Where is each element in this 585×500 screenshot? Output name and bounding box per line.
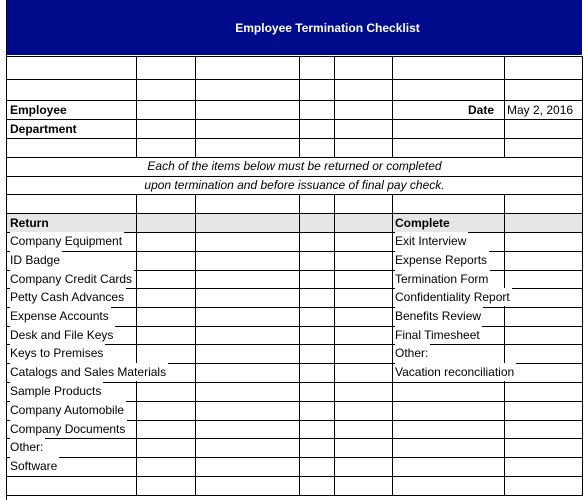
complete-item: Expense Reports bbox=[395, 253, 488, 267]
title-banner bbox=[7, 0, 582, 55]
grid-row-line bbox=[7, 138, 583, 139]
grid-column-line bbox=[136, 56, 137, 157]
complete-item: Termination Form bbox=[395, 272, 489, 286]
page-title: Employee Termination Checklist bbox=[235, 20, 420, 35]
instruction-line-2: upon termination and before issuance of final pay check. bbox=[144, 178, 445, 192]
grid-row-line bbox=[7, 495, 583, 496]
return-item: Company Equipment bbox=[10, 234, 123, 248]
complete-item: Exit Interview bbox=[395, 234, 467, 248]
sheet-left-border bbox=[6, 0, 7, 500]
complete-item: Final Timesheet bbox=[395, 328, 480, 342]
employee-label: Employee bbox=[10, 103, 67, 117]
complete-item: Confidentiality Report bbox=[395, 290, 510, 304]
date-value[interactable]: May 2, 2016 bbox=[507, 103, 574, 117]
return-item: ID Badge bbox=[10, 253, 61, 267]
grid-column-line bbox=[299, 56, 300, 157]
return-item: Desk and File Keys bbox=[10, 328, 114, 342]
grid-row-line bbox=[7, 457, 583, 458]
grid-row-line bbox=[7, 251, 583, 252]
date-label: Date bbox=[468, 103, 495, 117]
return-item: Company Automobile bbox=[10, 403, 125, 417]
grid-column-line bbox=[334, 56, 335, 157]
return-header: Return bbox=[10, 216, 49, 230]
grid-column-line bbox=[195, 56, 196, 157]
grid-row-line bbox=[7, 438, 583, 439]
complete-item: Benefits Review bbox=[395, 309, 482, 323]
grid-column-line bbox=[504, 56, 505, 157]
grid-row-line bbox=[7, 119, 583, 120]
grid-column-line bbox=[392, 56, 393, 157]
grid-row-line bbox=[7, 213, 583, 214]
complete-item: Other: bbox=[395, 346, 429, 360]
return-item: Petty Cash Advances bbox=[10, 290, 125, 304]
grid-row-line bbox=[7, 194, 583, 195]
instruction-line-1: Each of the items below must be returned or completed bbox=[147, 159, 442, 173]
grid-row-line bbox=[7, 476, 583, 477]
grid-row-line bbox=[7, 56, 583, 57]
return-item: Software bbox=[10, 459, 58, 473]
column-header-band bbox=[7, 213, 583, 232]
complete-item: Vacation reconciliation bbox=[395, 365, 515, 379]
return-item: Keys to Premises bbox=[10, 346, 104, 360]
grid-column-line bbox=[582, 56, 583, 495]
return-item: Company Credit Cards bbox=[10, 272, 133, 286]
department-label: Department bbox=[10, 122, 77, 136]
grid-row-line bbox=[7, 100, 583, 101]
return-item: Company Documents bbox=[10, 422, 126, 436]
grid-row-line bbox=[7, 79, 583, 80]
return-item: Expense Accounts bbox=[10, 309, 109, 323]
return-item: Sample Products bbox=[10, 384, 102, 398]
complete-header: Complete bbox=[395, 216, 450, 230]
return-item: Catalogs and Sales Materials bbox=[10, 365, 167, 379]
return-item: Other: bbox=[10, 440, 44, 454]
